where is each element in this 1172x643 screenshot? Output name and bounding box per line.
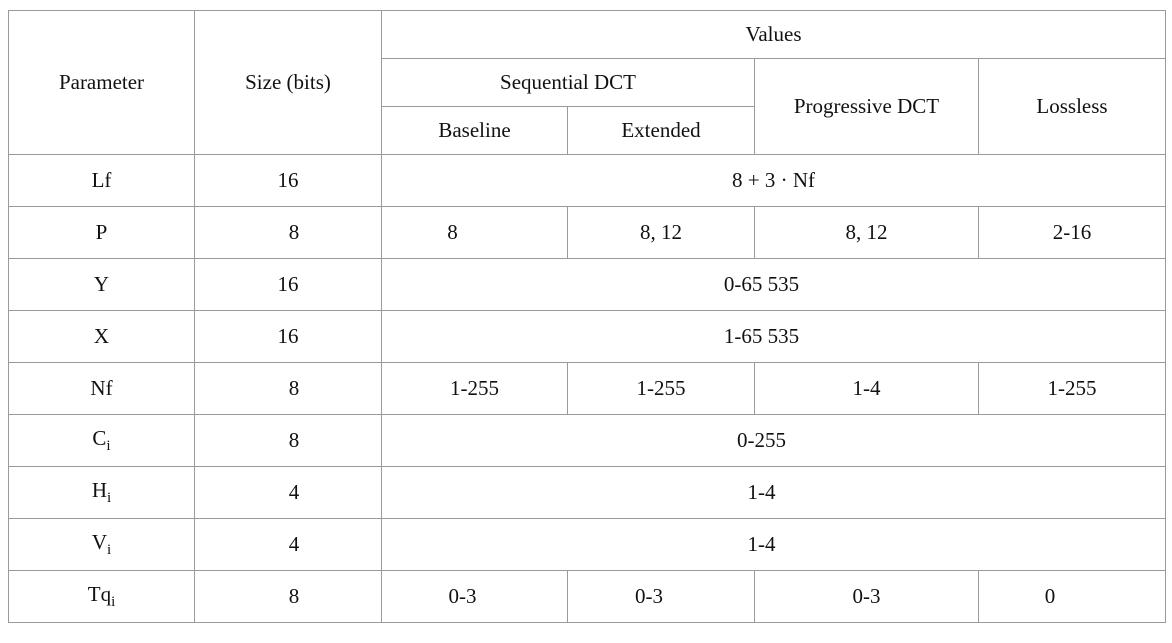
size-cell: 16 [195,311,382,363]
table-row [9,467,1166,519]
param-text: C [92,425,107,450]
size-cell [195,207,382,259]
param-cell [9,415,195,467]
value-cell-lossless [979,571,1166,623]
value-cell-extended: 1-255 [568,363,755,415]
value-cell-all [382,311,1166,363]
value-cell-all [382,259,1166,311]
size-text: 8 [288,219,300,244]
header-parameter: Parameter [9,11,195,155]
size-text: 8 [288,427,300,452]
value-cell-extended: 8, 12 [568,207,755,259]
param-cell [9,571,195,623]
header-lossless: Lossless [979,59,1166,155]
value-text: 0-255 [737,427,786,452]
size-text: 8 [288,375,300,400]
table-row [9,571,1166,623]
param-text: V [91,529,107,554]
size-cell [195,571,382,623]
param-cell: Lf [9,155,195,207]
value-cell-baseline: 1-255 [382,363,568,415]
param-text: Tq [87,581,112,606]
header-progressive-dct: Progressive DCT [755,59,979,155]
value-cell-all [382,155,1166,207]
value-cell-all [382,467,1166,519]
size-text: 4 [288,479,300,504]
value-text: 8 + 3 · Nf [732,167,815,192]
param-cell [9,467,195,519]
table-row [9,155,1166,207]
param-cell: Nf [9,363,195,415]
value-cell-baseline [382,207,568,259]
value-text: 0-3 [448,583,477,608]
size-cell [195,363,382,415]
header-size: Size (bits) [195,11,382,155]
header-row-1 [9,11,1166,59]
header-extended: Extended [568,107,755,155]
param-text: H [91,477,107,502]
header-values: Values [382,11,1166,59]
param-cell [9,519,195,571]
size-cell: 16 [195,155,382,207]
value-text: 8 [447,219,458,244]
size-cell [195,467,382,519]
table-row [9,311,1166,363]
value-text: 1-4 [747,479,776,504]
param-cell: X [9,311,195,363]
value-text: 0-3 [635,583,663,608]
size-cell [195,415,382,467]
size-text: 4 [288,531,300,556]
value-text: 0 [1044,583,1056,608]
table-row [9,259,1166,311]
param-subscript: i [106,437,111,454]
value-text: 0-65 535 [723,271,800,296]
value-text: 1-4 [747,531,776,556]
table-row [9,519,1166,571]
param-subscript: i [107,541,112,558]
table-row [9,415,1166,467]
header-baseline: Baseline [382,107,568,155]
value-cell-all [382,415,1166,467]
param-subscript: i [107,489,112,506]
table-row [9,207,1166,259]
table-row [9,363,1166,415]
param-cell: Y [9,259,195,311]
size-text: 8 [288,583,300,608]
value-cell-progressive: 0-3 [755,571,979,623]
frame-header-parameters-table [8,10,1166,623]
value-cell-all [382,519,1166,571]
param-subscript: i [111,593,116,610]
value-cell-progressive: 8, 12 [755,207,979,259]
value-cell-extended [568,571,755,623]
value-text: 1-65 535 [723,323,800,348]
header-sequential-dct: Sequential DCT [382,59,755,107]
value-cell-lossless: 2-16 [979,207,1166,259]
size-cell: 16 [195,259,382,311]
size-cell [195,519,382,571]
value-cell-progressive: 1-4 [755,363,979,415]
param-cell: P [9,207,195,259]
value-cell-lossless: 1-255 [979,363,1166,415]
value-cell-baseline [382,571,568,623]
